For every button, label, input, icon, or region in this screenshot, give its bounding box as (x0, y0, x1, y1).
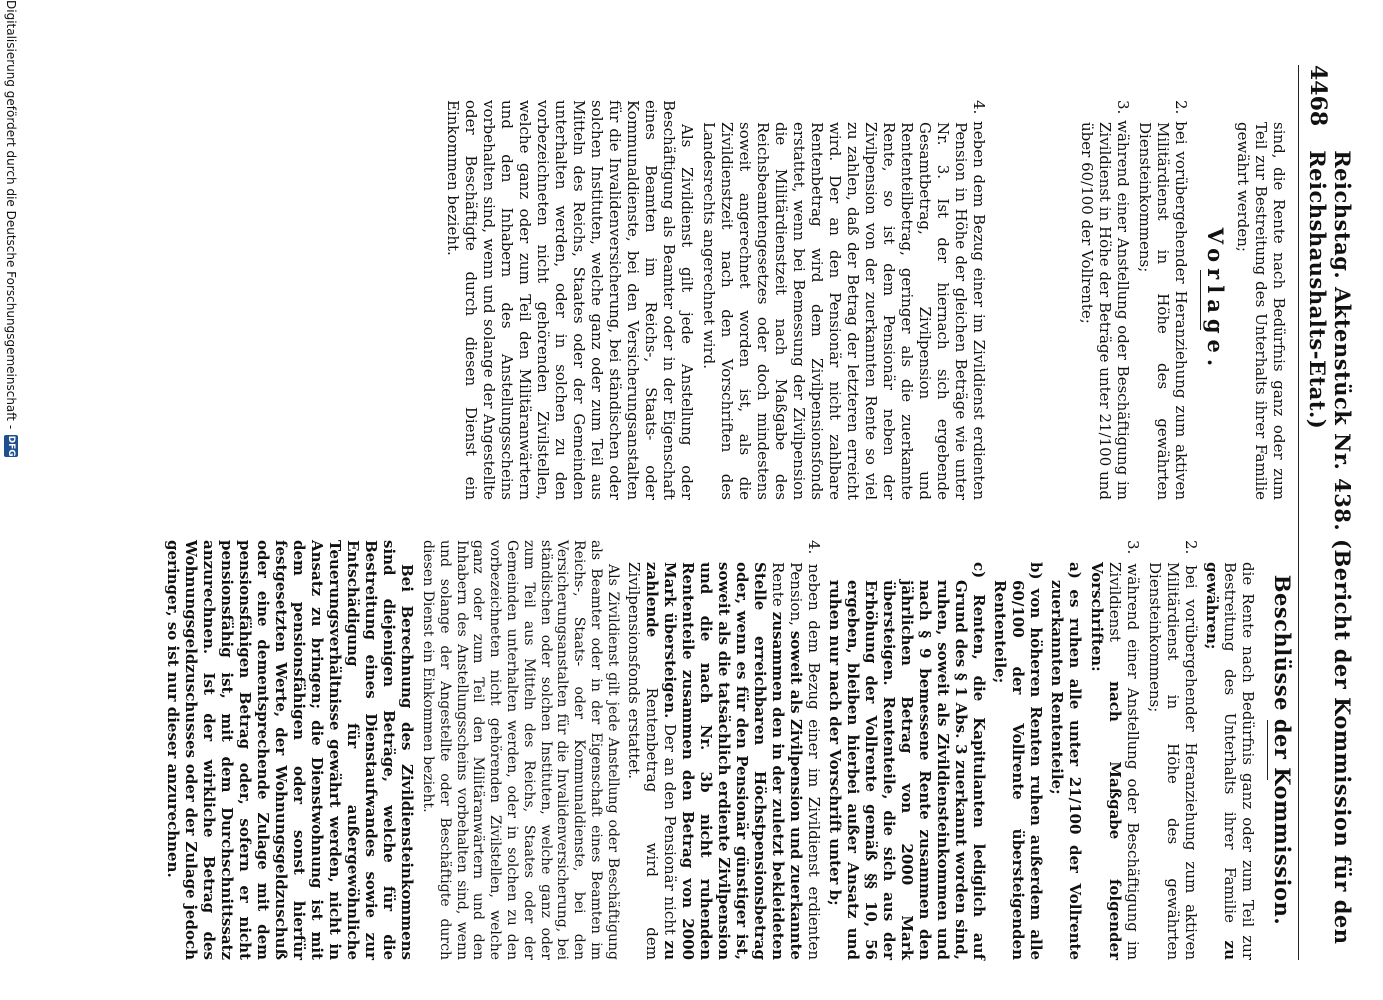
right-sub-b: b) von höheren Renten ruhen außerdem alle 60/100 der Vollrente übersteigenden Rententeile; (990, 562, 1045, 960)
column-vorlage (441, 100, 1288, 500)
right-item-4-e: Der an den Pensionär nicht (660, 723, 679, 935)
dfg-logo: DFG (6, 435, 16, 457)
left-item-2: 2. bei vorübergehender Heranziehung zum aktiven Militärdienst in Höhe des gewährten Diensteinkommens; (1135, 100, 1190, 500)
right-paragraph-bold: Bei Berechnung des Zivildiensteinkommens sind diejenigen Beträge, welche für die Bestreitung eines Dienstaufwandes sowie zur Entschädigung für außergewöhnliche Teuerungsverhältnisse gewährt werden, nicht in Ansatz zu bringen; die Dienstwohnung ist mit dem pensionsfähigen oder sonst hierfür festgesetzten Werte, der Wohnungsgeldzuschuß oder eine dementsprechende Zulage mit dem pensionsfähigen Betrag oder, sofern er nicht pensionsfähig ist, mit dem Durchschnittssatz anzurechnen. Ist der wirkliche Betrag des Wohnungsgeldzuschusses oder der Zulage jedoch geringer, so ist nur dieser anzurechnen. (164, 540, 417, 960)
right-item-4-c: Rente (768, 562, 787, 607)
right-continuation (1203, 540, 1257, 960)
left-item-3: 3. während einer Anstellung oder Beschäftigung im Zivildienst in Höhe der Beträge unter 21/100 und über 60/100 der Vollrente; (1077, 100, 1132, 500)
right-item-4 (625, 540, 823, 960)
right-item-4-f: zu zahlende (642, 562, 679, 960)
right-item-4-g: Rentenbetrag wird dem Zivilpensionsfonds erstattet. (624, 562, 661, 960)
right-item-4-a: 4. neben dem Bezug einer im Zivildienst erdienten Pension, (786, 540, 823, 960)
left-heading-rule (1200, 270, 1201, 330)
footer-credit: Digitalisierung gefördert durch die Deutsche Forschungsgemeinschaft - (4, 0, 19, 430)
page-title: Reichstag. Aktenstück Nr. 438. (Bericht der Kommission für den Reichshaushalts-Etat.) (1305, 150, 1356, 945)
page-footer (0, 0, 22, 1000)
page-header (1298, 65, 1356, 960)
right-item-3-bold: nach Maßgabe folgender Vorschriften: (1087, 562, 1124, 960)
right-item-3 (1088, 540, 1142, 960)
left-paragraph: Als Zivildienst gilt jede Anstellung oder Beschäftigung als Beamter oder in der Eigenschaft eines Beamten im Reichs-, Staats- oder Kommunaldienste, bei den Versicherungsanstalten für die Invalidenversicherung, bei ständischen oder solchen Instituten, welche ganz oder zum Teil aus Mitteln des Reichs, Staates oder der Gemeinden unterhalten werden, oder in solchen zu den vorbezeichneten nicht gehörenden Zivilstellen, welche ganz oder zum Teil den Militäranwärtern und den Inhabern des Anstellungsscheins vorbehalten sind, wenn und solange der Angestellte oder Beschäftigte durch diesen Dienst ein Einkommen bezieht. (443, 100, 696, 500)
left-continuation: sind, die Rente nach Bedürfnis ganz oder zum Teil zur Bestreitung des Unterhalts ihrer Familie gewährt werden; (1234, 122, 1288, 500)
page-number: 4468 (1305, 65, 1332, 127)
right-heading-rule (1267, 720, 1268, 780)
right-sub-a: a) es ruhen alle unter 21/100 der Vollrente zuerkannten Rententeile; (1047, 562, 1084, 960)
left-heading: Vorlage. (1203, 227, 1228, 373)
left-item-4: 4. neben dem Bezug einer im Zivildienst erdienten Pension in Höhe der gleichen Beträge wie unter Nr. 3. Ist der hiernach sich ergebende Gesamtbetrag, Zivilpension und Rententeilbetrag, geringer als die zuerkannte Rente, so ist dem Pensionär neben der Zivilpension von der zuerkannten Rente so viel zu zahlen, daß der Betrag der letzteren erreicht wird. Der an den Pensionär nicht zahlbare Rentenbetrag wird dem Zivilpensionsfonds erstattet, wenn bei Bemessung der Zivilpension die Militärdienstzeit nach Maßgabe des Reichsbeamtengesetzes oder doch mindestens soweit angerechnet worden ist, als die Zivildienstzeit nach den Vorschriften des Landesrechts angerechnet wird. (699, 100, 988, 500)
right-item-3-text: 3. während einer Anstellung oder Beschäftigung im Zivildienst (1105, 540, 1142, 960)
right-item-4-b: soweit als Zivilpension und zuerkannte (786, 630, 805, 960)
right-continuation-text: die Rente nach Bedürfnis ganz oder zum Teil zur Bestreitung des Unterhalts ihrer Familie (1220, 562, 1257, 960)
right-item-2: 2. bei vorübergehender Heranziehung zum aktiven Militärdienst in Höhe des gewährten Diensteinkommens; (1145, 540, 1200, 960)
right-continuation-bold: zu gewähren; (1202, 562, 1239, 960)
right-paragraph: Als Zivildienst gilt jede Anstellung oder Beschäftigung als Beamter oder in der Eigenschaft eines Beamten im Reichs-, Staats- oder Kommunaldienste, bei den Versicherungsanstalten für die Invalidenversicherung, bei ständischen oder solchen Instituten, welche ganz oder zum Teil aus Mitteln des Reichs, Staates oder der Gemeinden unterhalten werden, oder in solchen zu den vorbezeichneten nicht gehörenden Zivilstellen, welche ganz oder zum Teil den Militäranwärtern und den Inhabern des Anstellungsscheins vorbehalten sind, wenn und solange der Angestellte oder Beschäftigte durch diesen Dienst ein Einkommen bezieht. (420, 540, 621, 960)
column-beschluesse (161, 540, 1301, 960)
right-item-4-d: zusammen den in der zuletzt bekleideten Stelle erreichbaren Höchstpensionsbetrag oder, wenn es für den Pensionär günstiger ist, soweit als die tatsächlich erdiente Zivilpension und die nach Nr. 3b nicht ruhenden Rententeile zusammen den Betrag von 2000 Mark übersteigen. (660, 562, 787, 960)
right-sub-c: c) Renten, die Kapitulanten lediglich auf Grund des § 1 Abs. 3 zuerkannt worden sind, ruhen, soweit als Zivildiensteinkommen und nach § 9 bemessene Rente zusammen den jährlichen Betrag von 2000 Mark übersteigen. Rententeile, die sich aus der Erhöhung der Vollrente gemäß §§ 10, 56 ergeben, bleiben hierbei außer Ansatz und ruhen nur nach der Vorschrift unter b; (825, 562, 988, 960)
right-heading: Beschlüsse der Kommission. (1270, 574, 1295, 926)
